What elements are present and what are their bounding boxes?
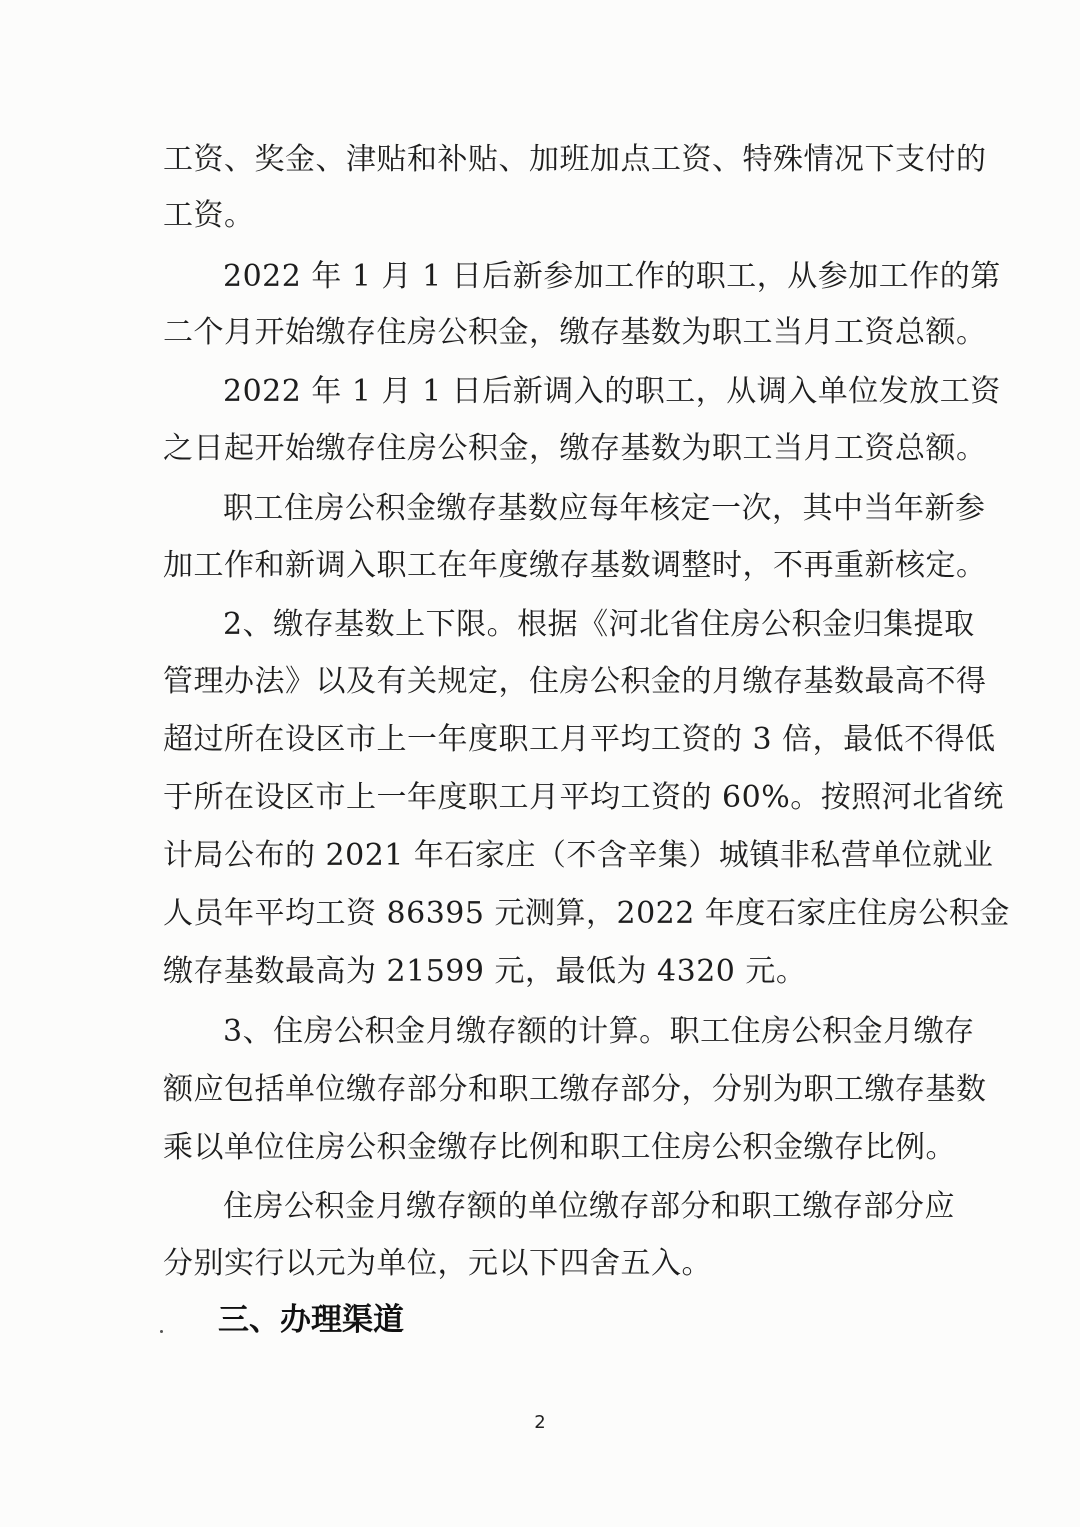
body-line: 超过所在设区市上一年度职工月平均工资的 3 倍，最低不得低 xyxy=(163,722,996,757)
body-line: 工资。 xyxy=(163,198,255,233)
body-line: 之日起开始缴存住房公积金，缴存基数为职工当月工资总额。 xyxy=(163,431,987,466)
body-line: 分别实行以元为单位，元以下四舍五入。 xyxy=(163,1246,712,1281)
body-line: 二个月开始缴存住房公积金，缴存基数为职工当月工资总额。 xyxy=(163,315,987,350)
section-heading: 三、办理渠道 xyxy=(218,1302,404,1338)
body-line: 加工作和新调入职工在年度缴存基数调整时，不再重新核定。 xyxy=(163,548,987,583)
body-line: 缴存基数最高为 21599 元，最低为 4320 元。 xyxy=(163,954,807,989)
scan-speck xyxy=(160,1330,163,1333)
body-line: 人员年平均工资 86395 元测算，2022 年度石家庄住房公积金 xyxy=(163,896,1010,931)
body-line: 3、住房公积金月缴存额的计算。职工住房公积金月缴存 xyxy=(223,1014,975,1049)
body-line: 职工住房公积金缴存基数应每年核定一次，其中当年新参 xyxy=(223,491,986,526)
body-line: 乘以单位住房公积金缴存比例和职工住房公积金缴存比例。 xyxy=(163,1130,956,1165)
page-number: 2 xyxy=(534,1412,546,1433)
body-line: 住房公积金月缴存额的单位缴存部分和职工缴存部分应 xyxy=(223,1189,955,1224)
body-line: 额应包括单位缴存部分和职工缴存部分，分别为职工缴存基数 xyxy=(163,1072,987,1107)
body-line: 2、缴存基数上下限。根据《河北省住房公积金归集提取 xyxy=(223,607,975,642)
body-line: 2022 年 1 月 1 日后新调入的职工，从调入单位发放工资 xyxy=(223,374,1001,409)
body-line: 管理办法》以及有关规定，住房公积金的月缴存基数最高不得 xyxy=(163,664,987,699)
body-line: 2022 年 1 月 1 日后新参加工作的职工，从参加工作的第 xyxy=(223,259,1001,294)
body-line: 于所在设区市上一年度职工月平均工资的 60%。按照河北省统 xyxy=(163,780,1004,815)
body-line: 计局公布的 2021 年石家庄（不含辛集）城镇非私营单位就业 xyxy=(163,838,994,873)
body-line: 工资、奖金、津贴和补贴、加班加点工资、特殊情况下支付的 xyxy=(163,142,987,177)
